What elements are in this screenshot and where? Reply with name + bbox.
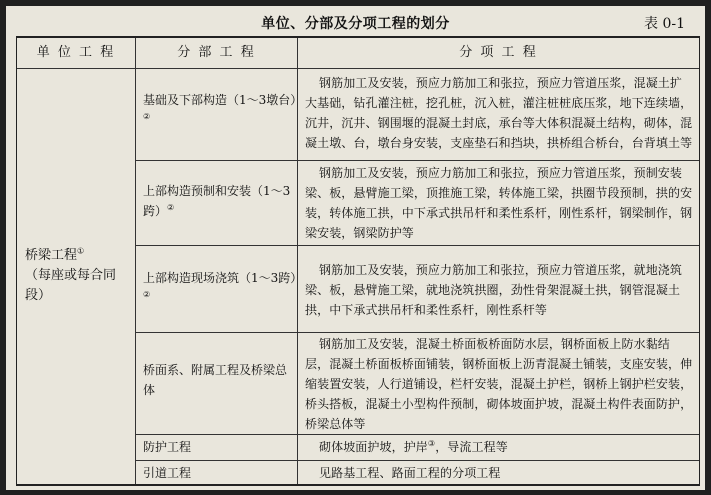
row-divider bbox=[135, 245, 699, 246]
item-cell: 钢筋加工及安装，预应力筋加工和张拉，预应力管道压浆，预制安装梁、板，悬臂施工梁，顶推施工梁，转体施工梁，拱圈节段预制，拱的安装，转体施工拱，中下承式拱吊杆和柔性系杆，刚性系杆，钢梁制作，钢梁安装，钢梁防护等 bbox=[305, 166, 693, 240]
item-text: 砌体坡面护坡，护岸 bbox=[319, 440, 428, 454]
division-cell bbox=[137, 437, 297, 457]
division-cell bbox=[137, 463, 297, 483]
row-divider bbox=[135, 160, 699, 161]
header-item: 分 项 工 程 bbox=[459, 45, 538, 60]
footnote-mark: ② bbox=[143, 112, 151, 121]
footnote-mark: ③ bbox=[427, 439, 436, 448]
division-label: 基础及下部构造（1～3墩台） bbox=[143, 93, 303, 107]
table-title: 单位、分部及分项工程的划分 bbox=[261, 16, 450, 32]
item-cell: 钢筋加工及安装，预应力筋加工和张拉，预应力管道压浆，混凝土扩大基础，钻孔灌注桩，挖孔桩，沉入桩，灌注桩桩底压浆，地下连续墙，沉井，沉井、钢围堰的混凝土封底，承台等大体积混凝土结构，砌体，混凝土墩、台，墩台身安装，支座垫石和挡块，拱桥组合桥台，台背填土等 bbox=[305, 76, 693, 150]
unit-name: 桥梁工程 bbox=[25, 248, 78, 263]
unit-cell bbox=[25, 246, 125, 306]
header-divider bbox=[17, 68, 699, 69]
row-divider bbox=[135, 332, 699, 333]
division-cell bbox=[137, 90, 303, 130]
header-division: 分 部 工 程 bbox=[177, 45, 256, 60]
footnote-mark: ② bbox=[167, 203, 175, 212]
footnote-mark: ② bbox=[143, 290, 151, 299]
item-cell: 钢筋加工及安装，预应力筋加工和张拉，预应力管道压浆，就地浇筑梁、板，悬臂施工梁，就地浇筑拱圈，劲性骨架混凝土拱，钢管混凝土拱，中下承式拱吊杆和柔性系杆，刚性系杆等 bbox=[305, 263, 683, 317]
row-divider bbox=[135, 434, 699, 435]
division-label: 上部构造现场浇筑（1～3跨） bbox=[143, 271, 303, 285]
division-cell bbox=[137, 181, 297, 221]
division-cell bbox=[137, 268, 303, 308]
item-cell: 见路基工程、路面工程的分项工程 bbox=[319, 466, 501, 480]
title-row bbox=[6, 6, 705, 38]
division-label: 桥面系、附属工程及桥梁总体 bbox=[143, 363, 288, 397]
division-label: 防护工程 bbox=[143, 440, 192, 454]
item-text: ，导流工程等 bbox=[435, 440, 508, 454]
table-number: 表 0-1 bbox=[644, 16, 685, 32]
column-divider bbox=[135, 38, 136, 484]
header-unit: 单 位 工 程 bbox=[36, 45, 116, 60]
division-label: 上部构造预制和安装（1～3跨） bbox=[143, 184, 291, 218]
item-cell bbox=[299, 437, 693, 457]
document-page bbox=[6, 6, 705, 490]
footnote-mark: ① bbox=[77, 246, 85, 256]
division-table bbox=[16, 36, 700, 486]
division-label: 引道工程 bbox=[143, 466, 192, 480]
division-cell bbox=[137, 360, 297, 400]
unit-note: （每座或每合同段） bbox=[25, 268, 117, 303]
item-cell: 钢筋加工及安装，混凝土桥面板桥面防水层，钢桥面板上防水黏结层，混凝土桥面板桥面铺装，钢桥面板上沥青混凝土铺装，支座安装，伸缩装置安装，人行道铺设，栏杆安装，混凝土护栏，钢桥上钢护栏安装，桥头搭板，混凝土小型构件预制，砌体坡面护坡，混凝土构件表面防护，桥梁总体等 bbox=[305, 337, 693, 431]
row-divider bbox=[135, 460, 699, 461]
